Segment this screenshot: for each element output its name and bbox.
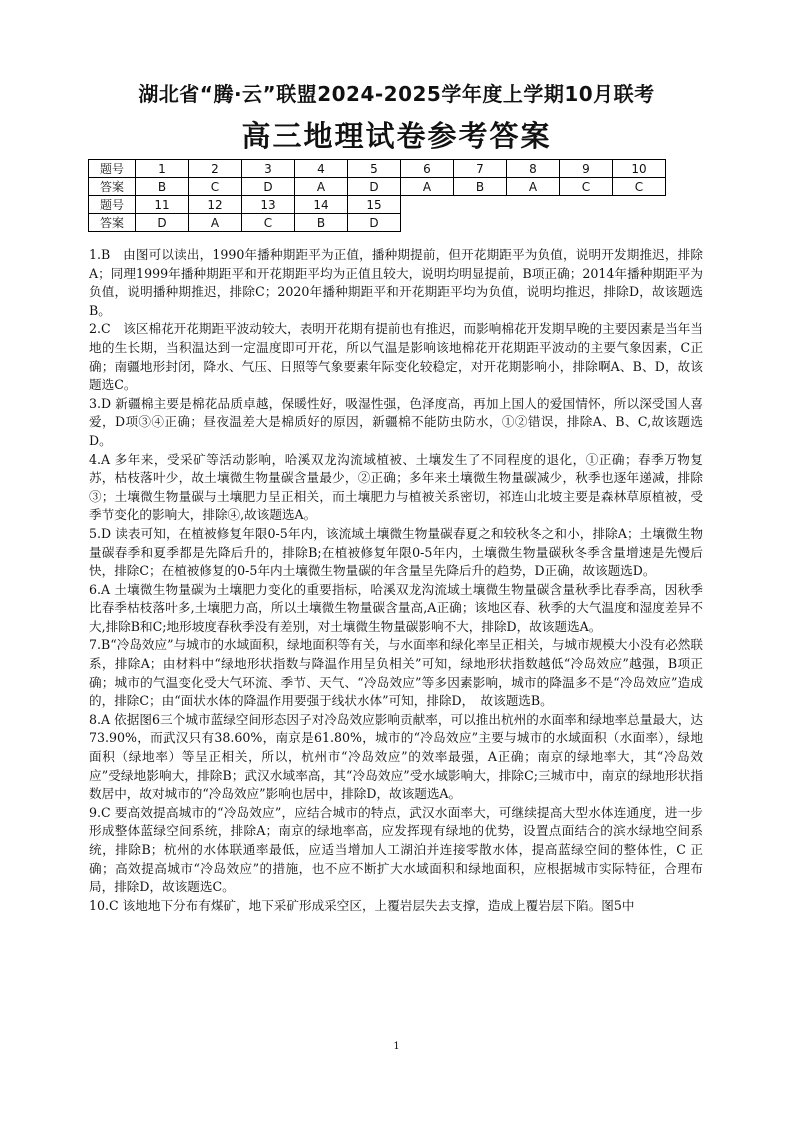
question-number: 4 xyxy=(295,160,348,178)
answer-cell: D xyxy=(242,178,295,196)
answer-cell: C xyxy=(560,178,613,196)
explanation-paragraph: 1.B 由图可以读出，1990年播种期距平为正值，播种期提前，但开花期距平为负值，说明开发期推迟，排除A；同理1999年播种期距平和开花期距平均为正值且较大，说明均明显提前，B项正确；2014年播种期距平为负值，说明播种期推迟，排除C；2020年播种期距平和开花期距平均为负值，说明均推迟，排除D，故该题选B。 xyxy=(89,247,703,318)
answer-cell: D xyxy=(136,214,189,232)
question-number: 14 xyxy=(295,196,348,214)
explanation-paragraph: 4.A 多年来，受采矿等活动影响，哈溪双龙沟流域植被、土壤发生了不同程度的退化，①正确；春季万物复苏，枯枝落叶少，故土壤微生物量碳含量最少，②正确；多年来土壤微生物量碳减少，秋季也逐年递减，排除③；土壤微生物量碳与土壤肥力呈正相关，而土壤肥力与植被关系密切，祁连山北坡主要是森林草原植被，受季节变化的影响大，排除④,故该题选A。 xyxy=(89,451,703,523)
question-number: 8 xyxy=(507,160,560,178)
explanation-paragraph: 7.B“冷岛效应”与城市的水域面积，绿地面积等有关，与水面率和绿化率呈正相关，与城市规模大小没有必然联系，排除A；由材料中“绿地形状指数与降温作用呈负相关”可知，绿地形状指数越低“冷岛效应”越强，B项正确；城市的气温变化受大气环流、季节、天气、“冷岛效应”等多因素影响，城市的降温多不是“冷岛效应”造成的，排除C；由“面状水体的降温作用要强于线状水体”可知，排除D， 故该题选B。 xyxy=(89,637,703,709)
row-label: 答案 xyxy=(89,214,136,232)
question-number: 7 xyxy=(454,160,507,178)
question-number: 5 xyxy=(348,160,401,178)
answer-cell: B xyxy=(295,214,348,232)
explanation-paragraph: 9.C 要高效提高城市的“冷岛效应”，应结合城市的特点，武汉水面率大，可继续提高大型水体连通度，进一步形成整体蓝绿空间系统，排除A；南京的绿地率高，应发挥现有绿地的优势，设置点面结合的滨水绿地空间系统，排除B；杭州的水体联通率最低，应适当增加人工湖泊并连接零散水体，提高蓝绿空间的整体性，C 正确；高效提高城市“冷岛效应”的措施，也不应不断扩大水域面积和绿地面积，应根据城市实际特征，合理布局，排除D，故该题选C。 xyxy=(89,804,703,895)
page-number: 1 xyxy=(393,1041,400,1052)
row-label: 题号 xyxy=(89,196,136,214)
answer-cell: A xyxy=(507,178,560,196)
answer-table xyxy=(88,159,666,232)
exam-title: 湖北省“腾·云”联盟2024-2025学年度上学期10月联考 xyxy=(138,82,655,106)
question-number: 3 xyxy=(242,160,295,178)
answer-cell: C xyxy=(613,178,666,196)
document-title: 高三地理试卷参考答案 xyxy=(241,119,552,153)
question-number: 15 xyxy=(348,196,401,214)
explanation-paragraph: 6.A 土壤微生物量碳为土壤肥力变化的重要指标，哈溪双龙沟流域土壤微生物量碳含量秋季比春季高，因秋季比春季枯枝落叶多,土壤肥力高，所以土壤微生物量碳含量高,A正确；该地区春、秋季的大气温度和湿度差异不大,排除B和C;地形坡度春秋季没有差别，对土壤微生物量碳影响不大，排除D，故该题选A。 xyxy=(89,581,703,634)
explanation-list xyxy=(89,246,703,915)
answer-cell: B xyxy=(454,178,507,196)
explanation-paragraph: 3.D 新疆棉主要是棉花品质卓越，保暖性好，吸湿性强，色泽度高，再加上国人的爱国情怀，所以深受国人喜爱，D项③④正确；昼夜温差大是棉质好的原因，新疆棉不能防虫防水，①②错误，排除A、B、C,故该题选D。 xyxy=(89,395,703,448)
answer-cell: C xyxy=(242,214,295,232)
explanation-paragraph: 10.C 该地地下分布有煤矿，地下采矿形成采空区，上覆岩层失去支撑，造成上覆岩层下陷。图5中 xyxy=(89,897,635,913)
explanation-paragraph: 8.A 依据图6三个城市蓝绿空间形态因子对冷岛效应影响贡献率，可以推出杭州的水面率和绿地率总量最大，达73.90%，而武汉只有38.60%，南京是61.80%，城市的“冷岛效应”主要与城市的水域面积（水面率），绿地面积（绿地率）等呈正相关，所以，杭州市“冷岛效应”的效率最强，A正确；南京的绿地率大，其“冷岛效应”受绿地影响大，排除B；武汉水域率高，其“冷岛效应”受水域影响大，排除C;三城市中，南京的绿地形状指数居中，故对城市的“冷岛效应”影响也居中，排除D，故该题选A。 xyxy=(89,711,703,802)
table-row xyxy=(89,196,666,214)
question-number: 2 xyxy=(189,160,242,178)
table-row xyxy=(89,214,666,232)
answer-cell: D xyxy=(348,178,401,196)
question-number: 10 xyxy=(613,160,666,178)
question-number: 1 xyxy=(136,160,189,178)
answer-cell: A xyxy=(189,214,242,232)
answer-cell: C xyxy=(189,178,242,196)
row-label: 答案 xyxy=(89,178,136,196)
explanation-paragraph: 5.D 读表可知，在植被修复年限0-5年内，该流域土壤微生物量碳春夏之和较秋冬之和小，排除A；土壤微生物量碳春季和夏季都是先降后升的，排除B;在植被修复年限0-5年内，土壤微生物量碳秋冬季含量增速是先慢后快，排除C；在植被修复的0-5年内土壤微生物量碳的年含量呈先降后升的趋势，D正确，故该题选D。 xyxy=(89,525,703,579)
question-number: 11 xyxy=(136,196,189,214)
answer-cell: A xyxy=(295,178,348,196)
table-row xyxy=(89,178,666,196)
question-number: 6 xyxy=(401,160,454,178)
answer-cell: A xyxy=(401,178,454,196)
question-number: 9 xyxy=(560,160,613,178)
answer-cell: D xyxy=(348,214,401,232)
row-label: 题号 xyxy=(89,160,136,178)
question-number: 12 xyxy=(189,196,242,214)
question-number: 13 xyxy=(242,196,295,214)
explanation-paragraph: 2.C 该区棉花开花期距平波动较大，表明开花期有提前也有推迟，而影响棉花开发期早晚的主要因素是当年当地的生长期，当积温达到一定温度即可开花，所以气温是影响该地棉花开花期距平波动的主要气象因素，C正确；南疆地形封闭，降水、气压、日照等气象要素年际变化较稳定，对开花期影响小，排除啊A、B、D，故该题选C。 xyxy=(89,321,703,393)
answer-cell: B xyxy=(136,178,189,196)
table-row xyxy=(89,160,666,178)
